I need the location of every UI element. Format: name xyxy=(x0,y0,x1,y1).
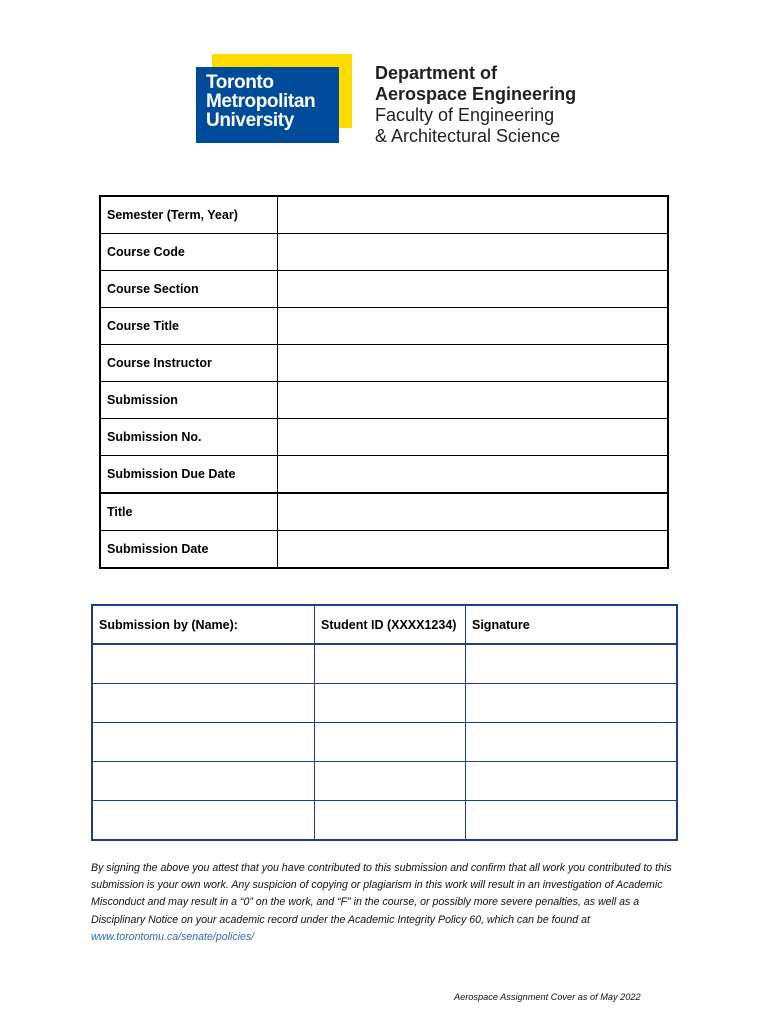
header-student-id: Student ID (XXXX1234) xyxy=(315,605,466,644)
table-row xyxy=(92,723,677,762)
integrity-disclaimer xyxy=(91,860,691,946)
signature-cell[interactable] xyxy=(466,762,678,801)
info-label-title: Title xyxy=(100,493,278,531)
info-field-course-title[interactable] xyxy=(278,308,669,345)
info-field-course-code[interactable] xyxy=(278,234,669,271)
logo-line-3: University xyxy=(206,110,294,131)
student-id-cell[interactable] xyxy=(315,644,466,684)
info-label-submission: Submission xyxy=(100,382,278,419)
policy-link[interactable]: www.torontomu.ca/senate/policies/ xyxy=(91,930,255,943)
info-field-submission-no[interactable] xyxy=(278,419,669,456)
student-id-cell[interactable] xyxy=(315,762,466,801)
name-cell[interactable] xyxy=(92,762,315,801)
info-field-submission[interactable] xyxy=(278,382,669,419)
header-name: Submission by (Name): xyxy=(92,605,315,644)
signature-cell[interactable] xyxy=(466,801,678,841)
disclaimer-text: By signing the above you attest that you have contributed to this submission and confirm that all work you contributed to this submission is your own work. Any suspicion of copying or plagiarism in this work will result in an investigation of Academic Misconduct and may result in a “0” on the work, and “F” in the course, or possibly more severe penalties, as well as a Disciplinary Notice on your academic record under the Academic Integrity Policy 60, which can be found at xyxy=(91,862,672,926)
info-label-course-code: Course Code xyxy=(100,234,278,271)
info-field-title[interactable] xyxy=(278,493,669,531)
info-field-semester[interactable] xyxy=(278,196,669,234)
university-logo xyxy=(196,67,339,143)
submission-header-row xyxy=(92,605,677,644)
name-cell[interactable] xyxy=(92,801,315,841)
info-row xyxy=(100,382,668,419)
info-label-due-date: Submission Due Date xyxy=(100,456,278,494)
name-cell[interactable] xyxy=(92,644,315,684)
info-field-course-section[interactable] xyxy=(278,271,669,308)
submission-table xyxy=(91,604,678,841)
info-field-due-date[interactable] xyxy=(278,456,669,494)
footer-note: Aerospace Assignment Cover as of May 2022 xyxy=(454,992,641,1002)
info-row xyxy=(100,271,668,308)
table-row xyxy=(92,762,677,801)
signature-cell[interactable] xyxy=(466,644,678,684)
info-row xyxy=(100,345,668,382)
signature-cell[interactable] xyxy=(466,684,678,723)
course-info-table xyxy=(99,195,669,569)
student-id-cell[interactable] xyxy=(315,723,466,762)
header-signature: Signature xyxy=(466,605,678,644)
info-row xyxy=(100,419,668,456)
info-label-submission-no: Submission No. xyxy=(100,419,278,456)
signature-cell[interactable] xyxy=(466,723,678,762)
student-id-cell[interactable] xyxy=(315,684,466,723)
table-row xyxy=(92,644,677,684)
logo-line-2: Metropolitan xyxy=(206,91,316,112)
student-id-cell[interactable] xyxy=(315,801,466,841)
info-row xyxy=(100,308,668,345)
info-label-semester: Semester (Term, Year) xyxy=(100,196,278,234)
name-cell[interactable] xyxy=(92,684,315,723)
info-row xyxy=(100,493,668,531)
info-field-course-instructor[interactable] xyxy=(278,345,669,382)
info-label-course-title: Course Title xyxy=(100,308,278,345)
faculty-line-1: Faculty of Engineering xyxy=(375,105,555,125)
department-line-2: Aerospace Engineering xyxy=(375,84,577,104)
info-row xyxy=(100,456,668,494)
table-row xyxy=(92,684,677,723)
department-line-1: Department of xyxy=(375,63,498,83)
name-cell[interactable] xyxy=(92,723,315,762)
table-row xyxy=(92,801,677,841)
info-row xyxy=(100,196,668,234)
info-label-course-section: Course Section xyxy=(100,271,278,308)
info-label-submission-date: Submission Date xyxy=(100,531,278,569)
info-row xyxy=(100,234,668,271)
logo-line-1: Toronto xyxy=(206,72,274,93)
info-row xyxy=(100,531,668,569)
department-heading xyxy=(375,63,576,147)
faculty-line-2: & Architectural Science xyxy=(375,126,561,146)
info-field-submission-date[interactable] xyxy=(278,531,669,569)
info-label-course-instructor: Course Instructor xyxy=(100,345,278,382)
